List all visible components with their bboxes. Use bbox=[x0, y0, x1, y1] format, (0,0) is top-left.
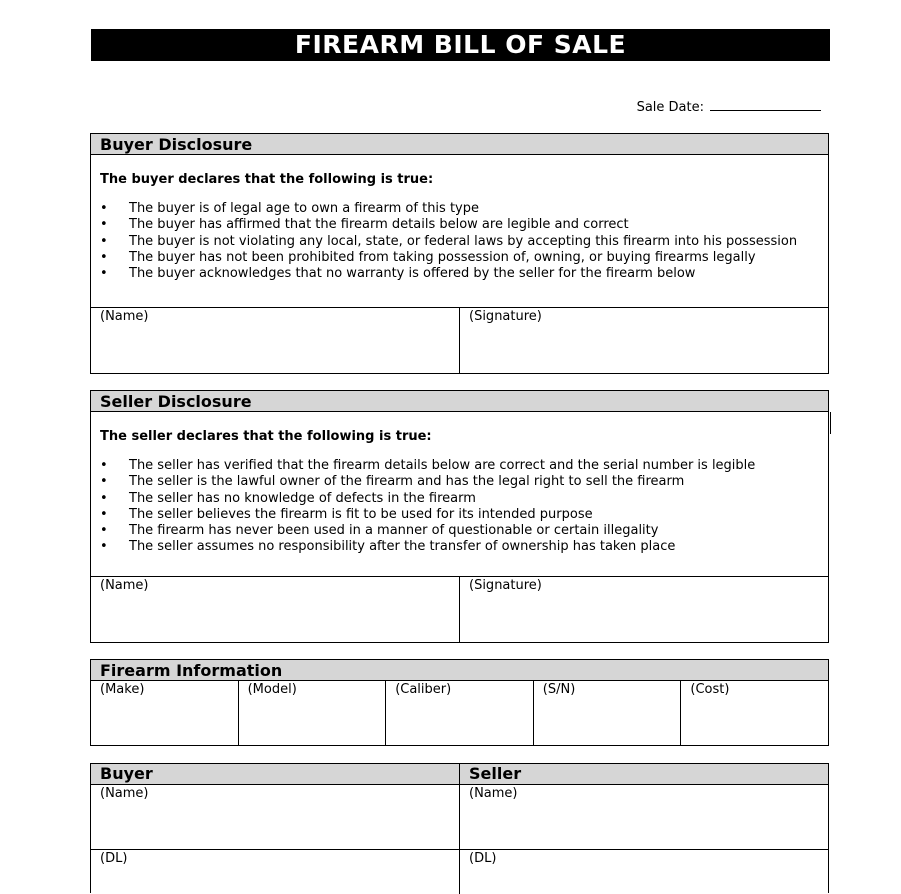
firearm-info-section bbox=[90, 659, 829, 746]
sale-date-input-line[interactable] bbox=[710, 100, 821, 111]
party-seller-name-field[interactable] bbox=[459, 785, 828, 849]
list-item: • The buyer is not violating any local, state, or federal laws by accepting this firearm into his possession bbox=[91, 234, 828, 250]
list-item: • The seller has verified that the firearm details below are correct and the serial number is legible bbox=[91, 458, 828, 474]
firearm-caliber-field[interactable] bbox=[385, 681, 533, 745]
firearm-make-field[interactable] bbox=[91, 681, 238, 745]
seller-declaration-list bbox=[91, 458, 828, 556]
text-cursor bbox=[830, 412, 831, 434]
list-item: • The buyer has not been prohibited from taking possession of, owning, or buying firearms legally bbox=[91, 250, 828, 266]
firearm-cost-field[interactable] bbox=[680, 681, 828, 745]
buyer-signature-label: (Signature) bbox=[469, 309, 542, 324]
seller-signature-label: (Signature) bbox=[469, 578, 542, 593]
seller-disclosure-heading: Seller Disclosure bbox=[91, 391, 828, 412]
parties-heading-row bbox=[91, 764, 828, 785]
seller-signature-row bbox=[91, 576, 828, 643]
buyer-disclosure-heading: Buyer Disclosure bbox=[91, 134, 828, 155]
list-item: • The seller is the lawful owner of the firearm and has the legal right to sell the firearm bbox=[91, 474, 828, 490]
party-seller-dl-label: (DL) bbox=[469, 851, 497, 866]
firearm-make-label: (Make) bbox=[100, 682, 145, 697]
party-seller-dl-field[interactable] bbox=[459, 850, 828, 894]
firearm-info-row bbox=[91, 681, 828, 745]
document-title: FIREARM BILL OF SALE bbox=[91, 29, 830, 61]
parties-dl-row bbox=[91, 849, 828, 894]
seller-disclosure-section bbox=[90, 390, 829, 643]
buyer-signature-field[interactable] bbox=[459, 308, 828, 374]
firearm-model-field[interactable] bbox=[238, 681, 386, 745]
list-item: • The buyer has affirmed that the firearm details below are legible and correct bbox=[91, 217, 828, 233]
seller-name-field[interactable] bbox=[91, 577, 459, 643]
buyer-declaration-list bbox=[91, 201, 828, 282]
firearm-serial-field[interactable] bbox=[533, 681, 681, 745]
buyer-heading: Buyer bbox=[100, 764, 153, 783]
buyer-signature-row bbox=[91, 307, 828, 374]
sale-date-field bbox=[600, 100, 821, 115]
list-item: • The seller believes the firearm is fit to be used for its intended purpose bbox=[91, 507, 828, 523]
list-item: • The buyer acknowledges that no warranty is offered by the seller for the firearm below bbox=[91, 266, 828, 282]
party-seller-name-label: (Name) bbox=[469, 786, 518, 801]
firearm-cost-label: (Cost) bbox=[690, 682, 730, 697]
firearm-serial-label: (S/N) bbox=[542, 682, 576, 697]
seller-signature-field[interactable] bbox=[459, 577, 828, 643]
sale-date-label: Sale Date: bbox=[636, 100, 704, 115]
party-buyer-dl-label: (DL) bbox=[100, 851, 128, 866]
list-item: • The seller has no knowledge of defects in the firearm bbox=[91, 491, 828, 507]
buyer-disclosure-section bbox=[90, 133, 829, 374]
party-buyer-name-field[interactable] bbox=[91, 785, 459, 849]
parties-name-row bbox=[91, 785, 828, 849]
party-buyer-name-label: (Name) bbox=[100, 786, 149, 801]
buyer-name-field[interactable] bbox=[91, 308, 459, 374]
seller-declaration: The seller declares that the following is true: bbox=[100, 429, 432, 444]
list-item: • The seller assumes no responsibility after the transfer of ownership has taken place bbox=[91, 539, 828, 555]
parties-section bbox=[90, 763, 829, 893]
party-buyer-dl-field[interactable] bbox=[91, 850, 459, 894]
buyer-name-label: (Name) bbox=[100, 309, 149, 324]
firearm-caliber-label: (Caliber) bbox=[395, 682, 452, 697]
firearm-model-label: (Model) bbox=[247, 682, 297, 697]
list-item: • The firearm has never been used in a manner of questionable or certain illegality bbox=[91, 523, 828, 539]
firearm-info-heading: Firearm Information bbox=[91, 660, 828, 681]
buyer-declaration: The buyer declares that the following is true: bbox=[100, 172, 434, 187]
list-item: • The buyer is of legal age to own a firearm of this type bbox=[91, 201, 828, 217]
seller-name-label: (Name) bbox=[100, 578, 149, 593]
seller-heading: Seller bbox=[459, 764, 828, 784]
